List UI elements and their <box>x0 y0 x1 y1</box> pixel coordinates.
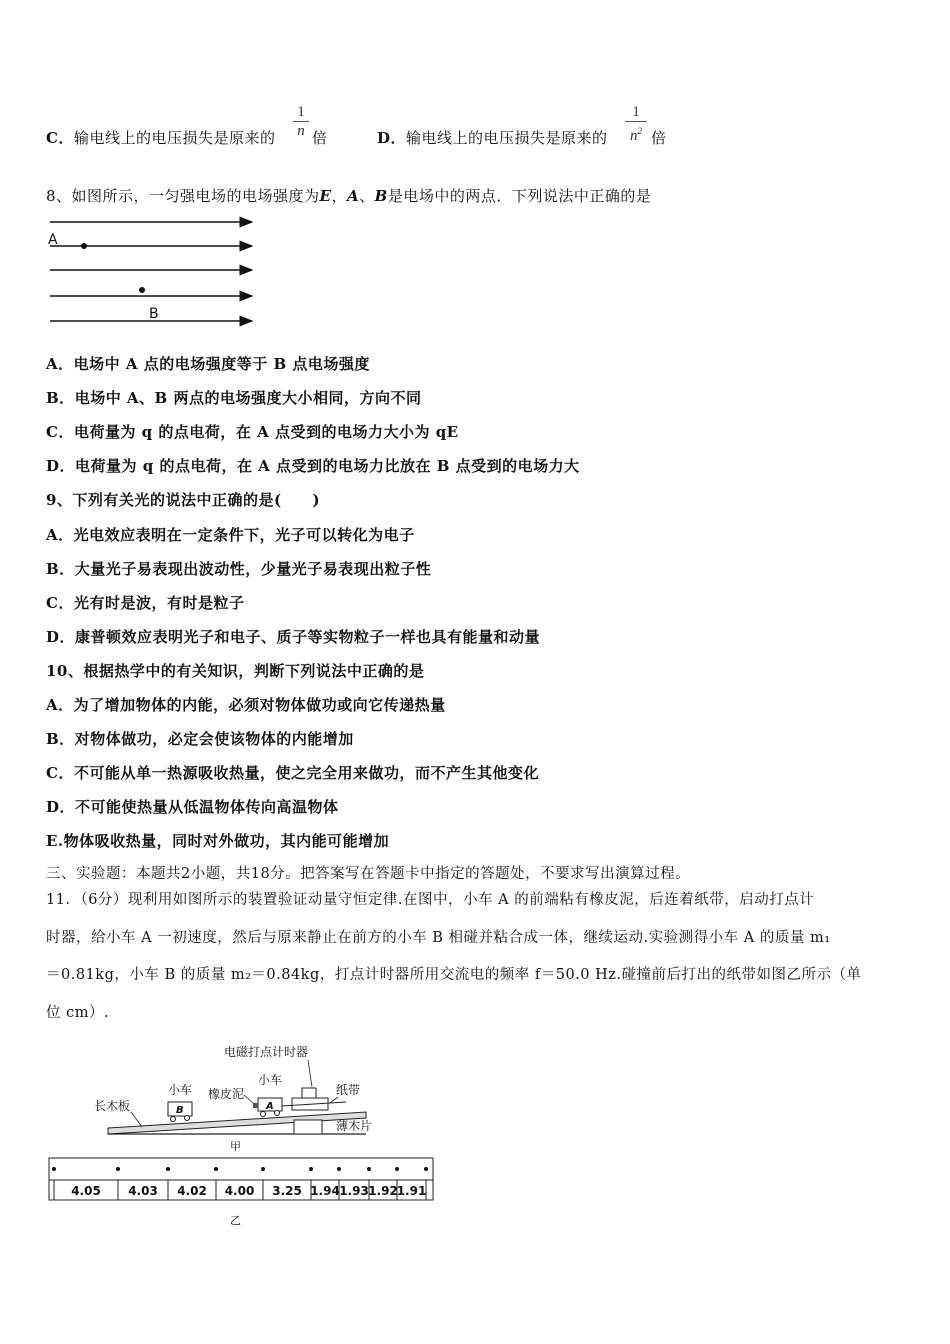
caption-jia: 甲 <box>230 1140 241 1153</box>
electric-field-figure <box>46 212 261 330</box>
tape-dot <box>166 1167 170 1171</box>
long-board <box>108 1112 366 1134</box>
q7-c-fraction: 1 n <box>293 103 309 139</box>
tape-dot <box>52 1167 56 1171</box>
q9-option-d: D．康普顿效应表明光子和电子、质子等实物粒子一样也具有能量和动量 <box>46 628 541 646</box>
tape-segment-label: 4.03 <box>128 1184 158 1198</box>
cart-b-letter: B <box>176 1105 184 1116</box>
q9-option-b: B．大量光子易表现出波动性，少量光子易表现出粒子性 <box>46 560 432 578</box>
q7-d-suffix: 倍 <box>651 129 667 147</box>
q8-option-d: D．电荷量为 q 的点电荷，在 A 点受到的电场力比放在 B 点受到的电场力大 <box>46 457 580 475</box>
q8-stem: 8、如图所示，一匀强电场的电场强度为E，A、B是电场中的两点．下列说法中正确的是 <box>46 187 652 205</box>
svg-text:橡皮泥: 橡皮泥 <box>208 1087 245 1101</box>
q8-option-a: A．电场中 A 点的电场强度等于 B 点电场强度 <box>46 355 370 373</box>
tape-segment-label: 4.00 <box>224 1184 255 1198</box>
cart-a-letter: A <box>266 1101 274 1112</box>
q7-option-c: C．输电线上的电压损失是原来的 <box>46 129 276 147</box>
q10-option-d: D．不可能使热量从低温物体传向高温物体 <box>46 798 339 816</box>
q10-option-c: C．不可能从单一热源吸收热量，使之完全用来做功，而不产生其他变化 <box>46 764 539 782</box>
tape-segment-label: 1.93 <box>339 1184 369 1198</box>
q7-c-suffix: 倍 <box>312 129 328 147</box>
tape-segment-label: 4.02 <box>177 1184 207 1198</box>
q9-option-a: A．光电效应表明在一定条件下，光子可以转化为电子 <box>46 526 415 544</box>
q10-stem: 10、根据热学中的有关知识，判断下列说法中正确的是 <box>46 662 425 680</box>
q11-line4: 位 cm）. <box>46 1005 110 1021</box>
tape-dot <box>309 1167 313 1171</box>
svg-text:薄木片: 薄木片 <box>336 1119 373 1133</box>
tape-dot <box>424 1167 428 1171</box>
tape-dot <box>116 1167 120 1171</box>
wood-block <box>294 1120 322 1134</box>
q7-d-fraction: 1 $n^2$ <box>625 103 647 144</box>
svg-text:小车: 小车 <box>258 1073 283 1087</box>
q9-option-c: C．光有时是波，有时是粒子 <box>46 594 245 612</box>
section3-title: 三、实验题：本题共2小题，共18分。把答案写在答题卡中指定的答题处，不要求写出演算过程。 <box>46 866 691 882</box>
tape-segment-label: 1.94 <box>310 1184 340 1198</box>
svg-text:小车: 小车 <box>168 1083 193 1097</box>
tape-dot <box>367 1167 371 1171</box>
tape-segment-label: 4.05 <box>71 1184 101 1198</box>
tape-dot <box>337 1167 341 1171</box>
q11-line3: ＝0.81kg，小车 B 的质量 m₂＝0.84kg，打点计时器所用交流电的频率 f＝50.0 Hz.碰撞前后打出的纸带如图乙所示（单 <box>46 967 862 983</box>
q11-line2: 时器，给小车 A 一初速度，然后与原来静止在前方的小车 B 相碰并粘合成一体，继续运动.实验测得小车 A 的质量 m₁ <box>46 930 831 946</box>
point-a-label: A <box>48 232 58 248</box>
q10-option-e: E.物体吸收热量，同时对外做功，其内能可能增加 <box>46 832 390 850</box>
q7-option-d: D．输电线上的电压损失是原来的 <box>377 129 608 147</box>
q8-option-b: B．电场中 A、B 两点的电场强度大小相同，方向不同 <box>46 389 422 407</box>
svg-text:电磁打点计时器: 电磁打点计时器 <box>224 1045 309 1059</box>
point-a <box>81 243 87 249</box>
point-b-label: B <box>149 306 159 322</box>
caption-yi: 乙 <box>230 1214 241 1227</box>
tape-segment-label: 1.91 <box>396 1184 427 1198</box>
q10-option-b: B．对物体做功，必定会使该物体的内能增加 <box>46 730 354 748</box>
svg-text:长木板: 长木板 <box>94 1099 131 1113</box>
tape-segment-label: 3.25 <box>272 1184 302 1198</box>
q9-stem: 9、下列有关光的说法中正确的是( ) <box>46 491 321 509</box>
tape-dot <box>214 1167 218 1171</box>
tape-dot <box>395 1167 399 1171</box>
q11-line1: 11．（6分）现利用如图所示的装置验证动量守恒定律.在图中，小车 A 的前端粘有橡皮泥，后连着纸带，启动打点计 <box>46 892 815 908</box>
tape-dot <box>261 1167 265 1171</box>
q10-option-a: A．为了增加物体的内能，必须对物体做功或向它传递热量 <box>46 696 446 714</box>
tape-segment-label: 1.92 <box>368 1184 398 1198</box>
apparatus-figure <box>46 1040 436 1230</box>
point-b <box>139 287 145 293</box>
q8-option-c: C．电荷量为 q 的点电荷，在 A 点受到的电场力大小为 qE <box>46 423 459 441</box>
svg-text:纸带: 纸带 <box>336 1083 361 1097</box>
